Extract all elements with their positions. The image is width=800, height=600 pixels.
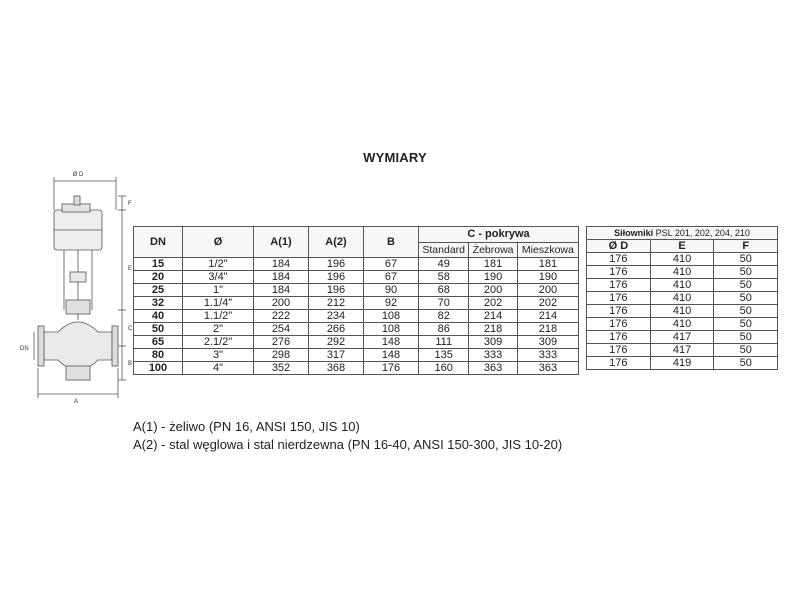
- actuator-header-prefix: Siłowniki: [614, 228, 654, 238]
- cell-a1: 254: [254, 323, 309, 336]
- cell-a2: 234: [309, 310, 364, 323]
- cell-e: 417: [650, 344, 714, 357]
- header-c-mieszkowa: Mieszkowa: [517, 242, 578, 258]
- cell-c-zebrowa: 214: [469, 310, 517, 323]
- cell-dn: 25: [134, 284, 183, 297]
- cell-c-standard: 111: [419, 336, 469, 349]
- dimensions-table: [133, 226, 579, 375]
- cell-f: 50: [714, 357, 778, 370]
- cell-a1: 184: [254, 258, 309, 271]
- cell-e: 417: [650, 331, 714, 344]
- label-od: Ø D: [72, 172, 84, 178]
- cell-c-standard: 82: [419, 310, 469, 323]
- cell-c-zebrowa: 309: [469, 336, 517, 349]
- cell-a2: 212: [309, 297, 364, 310]
- cell-c-zebrowa: 200: [469, 284, 517, 297]
- note-a1: A(1) - żeliwo (PN 16, ANSI 150, JIS 10): [133, 419, 360, 434]
- cell-a2: 368: [309, 362, 364, 375]
- header-a1: A(1): [254, 227, 309, 258]
- cell-a1: 184: [254, 284, 309, 297]
- cell-dn: 50: [134, 323, 183, 336]
- notes: [133, 418, 562, 454]
- cell-od: 176: [587, 318, 651, 331]
- cell-e: 410: [650, 279, 714, 292]
- label-dn: DN: [20, 346, 29, 352]
- cell-a2: 292: [309, 336, 364, 349]
- cell-c-mieszkowa: 190: [517, 271, 578, 284]
- cell-o: 1": [183, 284, 254, 297]
- actuator-header: [587, 227, 778, 240]
- cell-e: 419: [650, 357, 714, 370]
- cell-a2: 196: [309, 271, 364, 284]
- header-f: F: [714, 240, 778, 253]
- cell-a1: 184: [254, 271, 309, 284]
- cell-f: 50: [714, 253, 778, 266]
- header-a2: A(2): [309, 227, 364, 258]
- table-row: [134, 362, 579, 375]
- cell-c-standard: 86: [419, 323, 469, 336]
- cell-b: 148: [364, 349, 419, 362]
- cell-b: 67: [364, 258, 419, 271]
- cell-a2: 196: [309, 284, 364, 297]
- cell-b: 108: [364, 310, 419, 323]
- cell-a2: 196: [309, 258, 364, 271]
- cell-od: 176: [587, 331, 651, 344]
- header-dn: DN: [134, 227, 183, 258]
- cell-b: 108: [364, 323, 419, 336]
- cell-od: 176: [587, 253, 651, 266]
- cell-e: 410: [650, 266, 714, 279]
- cell-od: 176: [587, 357, 651, 370]
- cell-o: 3/4": [183, 271, 254, 284]
- cell-dn: 80: [134, 349, 183, 362]
- cell-c-zebrowa: 190: [469, 271, 517, 284]
- cell-o: 2.1/2": [183, 336, 254, 349]
- cell-c-mieszkowa: 218: [517, 323, 578, 336]
- cell-o: 2": [183, 323, 254, 336]
- cell-c-standard: 49: [419, 258, 469, 271]
- actuator-table: [586, 226, 778, 370]
- cell-f: 50: [714, 305, 778, 318]
- cell-c-mieszkowa: 214: [517, 310, 578, 323]
- cell-f: 50: [714, 266, 778, 279]
- table-row: [134, 284, 579, 297]
- cell-a2: 266: [309, 323, 364, 336]
- label-b: B: [128, 361, 132, 367]
- cell-c-standard: 135: [419, 349, 469, 362]
- header-c-group: C - pokrywa: [419, 227, 579, 243]
- cell-e: 410: [650, 318, 714, 331]
- header-b: B: [364, 227, 419, 258]
- cell-dn: 100: [134, 362, 183, 375]
- table-row: [587, 357, 778, 370]
- cell-c-standard: 68: [419, 284, 469, 297]
- header-od: Ø D: [587, 240, 651, 253]
- header-c-zebrowa: Żebrowa: [469, 242, 517, 258]
- cell-f: 50: [714, 344, 778, 357]
- table-row: [587, 331, 778, 344]
- cell-dn: 32: [134, 297, 183, 310]
- cell-c-mieszkowa: 202: [517, 297, 578, 310]
- header-o: Ø: [183, 227, 254, 258]
- page-title: WYMIARY: [363, 150, 427, 165]
- header-c-standard: Standard: [419, 242, 469, 258]
- cell-c-standard: 160: [419, 362, 469, 375]
- valve-drawing: [14, 160, 132, 405]
- label-a: A: [73, 399, 79, 405]
- table-row: [587, 318, 778, 331]
- table-row: [134, 297, 579, 310]
- table-row: [587, 305, 778, 318]
- cell-f: 50: [714, 331, 778, 344]
- table-row: [587, 344, 778, 357]
- table-row: [587, 266, 778, 279]
- cell-o: 1/2": [183, 258, 254, 271]
- table-row: [587, 253, 778, 266]
- table-row: [134, 310, 579, 323]
- table-row: [134, 336, 579, 349]
- cell-f: 50: [714, 318, 778, 331]
- cell-b: 92: [364, 297, 419, 310]
- cell-c-standard: 58: [419, 271, 469, 284]
- table-row: [134, 323, 579, 336]
- cell-od: 176: [587, 279, 651, 292]
- cell-e: 410: [650, 253, 714, 266]
- table-row: [134, 258, 579, 271]
- cell-a1: 200: [254, 297, 309, 310]
- cell-dn: 65: [134, 336, 183, 349]
- table-row: [587, 292, 778, 305]
- cell-e: 410: [650, 292, 714, 305]
- note-a2: A(2) - stal węglowa i stal nierdzewna (PN 16-40, ANSI 150-300, JIS 10-20): [133, 437, 563, 452]
- table-row: [134, 349, 579, 362]
- cell-c-mieszkowa: 181: [517, 258, 578, 271]
- cell-a1: 298: [254, 349, 309, 362]
- label-e: E: [128, 266, 132, 272]
- cell-o: 1.1/2": [183, 310, 254, 323]
- cell-od: 176: [587, 344, 651, 357]
- cell-c-zebrowa: 218: [469, 323, 517, 336]
- cell-c-zebrowa: 333: [469, 349, 517, 362]
- cell-b: 176: [364, 362, 419, 375]
- cell-c-mieszkowa: 200: [517, 284, 578, 297]
- cell-e: 410: [650, 305, 714, 318]
- header-e: E: [650, 240, 714, 253]
- cell-b: 148: [364, 336, 419, 349]
- cell-f: 50: [714, 279, 778, 292]
- cell-od: 176: [587, 266, 651, 279]
- cell-c-zebrowa: 181: [469, 258, 517, 271]
- cell-a2: 317: [309, 349, 364, 362]
- cell-dn: 20: [134, 271, 183, 284]
- cell-o: 1.1/4": [183, 297, 254, 310]
- cell-c-standard: 70: [419, 297, 469, 310]
- cell-dn: 40: [134, 310, 183, 323]
- cell-o: 3": [183, 349, 254, 362]
- label-c: C: [128, 326, 132, 332]
- cell-od: 176: [587, 292, 651, 305]
- label-f: F: [128, 201, 132, 207]
- cell-dn: 15: [134, 258, 183, 271]
- cell-f: 50: [714, 292, 778, 305]
- cell-od: 176: [587, 305, 651, 318]
- cell-b: 90: [364, 284, 419, 297]
- table-row: [587, 279, 778, 292]
- cell-a1: 222: [254, 310, 309, 323]
- cell-b: 67: [364, 271, 419, 284]
- cell-o: 4": [183, 362, 254, 375]
- cell-c-mieszkowa: 333: [517, 349, 578, 362]
- cell-c-zebrowa: 363: [469, 362, 517, 375]
- cell-c-mieszkowa: 309: [517, 336, 578, 349]
- actuator-header-models: PSL 201, 202, 204, 210: [655, 228, 750, 238]
- cell-c-zebrowa: 202: [469, 297, 517, 310]
- table-row: [134, 271, 579, 284]
- cell-a1: 276: [254, 336, 309, 349]
- cell-c-mieszkowa: 363: [517, 362, 578, 375]
- cell-a1: 352: [254, 362, 309, 375]
